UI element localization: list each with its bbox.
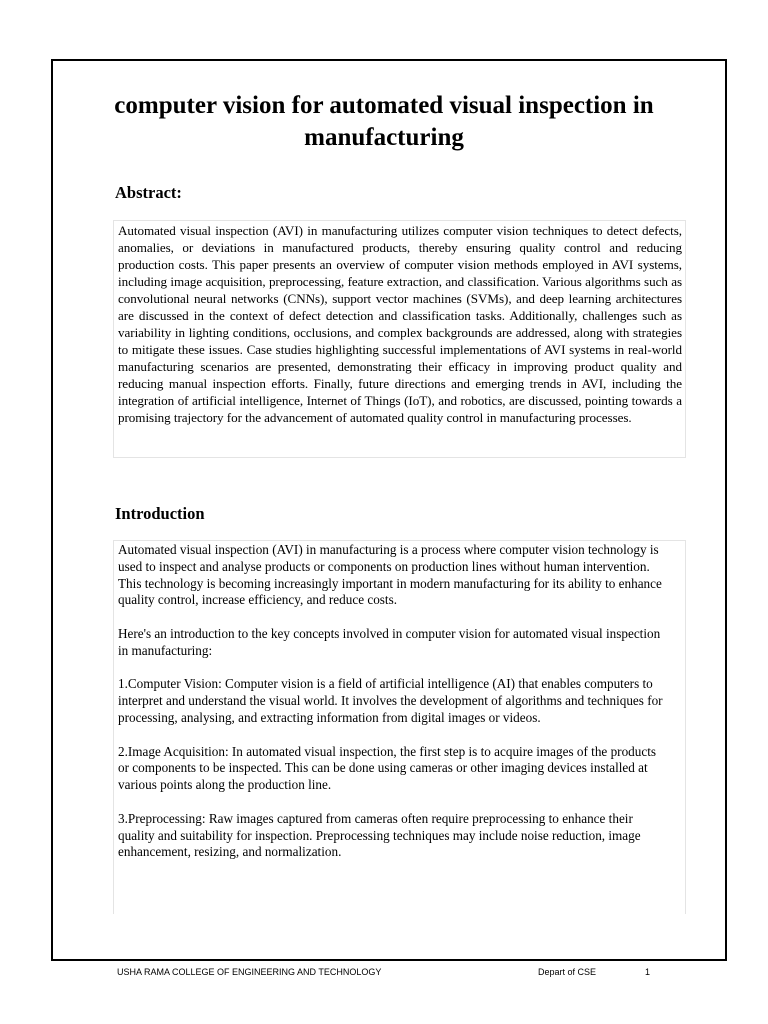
intro-paragraph: Here's an introduction to the key concepts involved in computer vision for automated visual inspection in manufacturing: [118, 625, 661, 658]
footer-page-number: 1 [645, 967, 651, 977]
footer-department: Depart of CSE [538, 967, 597, 977]
intro-paragraph: 1.Computer Vision: Computer vision is a field of artificial intelligence (AI) that enables computers to interpret and understand the visual world. It involves the development of algorithms and techniques for processing, analysing, and extracting information from digital images or videos. [118, 676, 663, 725]
introduction-body [113, 540, 686, 914]
abstract-text: Automated visual inspection (AVI) in manufacturing utilizes computer vision techniques to detect defects, anomalies, or deviations in manufactured products, thereby ensuring quality control and reducing production costs. This paper presents an overview of computer vision methods employed in AVI systems, including image acquisition, preprocessing, feature extraction, and classification. Various algorithms such as convolutional neural networks (CNNs), support vector machines (SVMs), and deep learning architectures are discussed in the context of defect detection and classification tasks. Additionally, challenges such as variability in lighting conditions, occlusions, and complex backgrounds are addressed, along with strategies to mitigate these issues. Case studies highlighting successful implementations of AVI systems in real-world manufacturing scenarios are presented, demonstrating their efficacy in improving product quality and reducing manual inspection efforts. Finally, future directions and emerging trends in AVI, including the integration of artificial intelligence, Internet of Things (IoT), and robotics, are discussed, pointing towards a promising trajectory for the advancement of automated quality control in manufacturing processes. [113, 220, 686, 458]
introduction-heading: Introduction [115, 504, 205, 523]
document-title: computer vision for automated visual inspection in manufacturing [114, 92, 654, 151]
intro-paragraph: Automated visual inspection (AVI) in manufacturing is a process where computer vision technology is used to inspect and analyse products or components on production lines without human intervention. This technology is becoming increasingly important in modern manufacturing for its ability to enhance quality control, increase efficiency, and reduce costs. [118, 542, 662, 608]
footer-college-name: USHA RAMA COLLEGE OF ENGINEERING AND TECHNOLOGY [117, 967, 382, 977]
intro-paragraph: 3.Preprocessing: Raw images captured from cameras often require preprocessing to enhance their quality and suitability for inspection. Preprocessing techniques may include noise reduction, image enhancement, resizing, and normalization. [118, 810, 641, 860]
intro-paragraph: 2.Image Acquisition: In automated visual inspection, the first step is to acquire images of the products or components to be inspected. This can be done using cameras or other imaging devices installed at various points along the production line. [118, 743, 657, 793]
abstract-heading: Abstract: [115, 183, 182, 202]
